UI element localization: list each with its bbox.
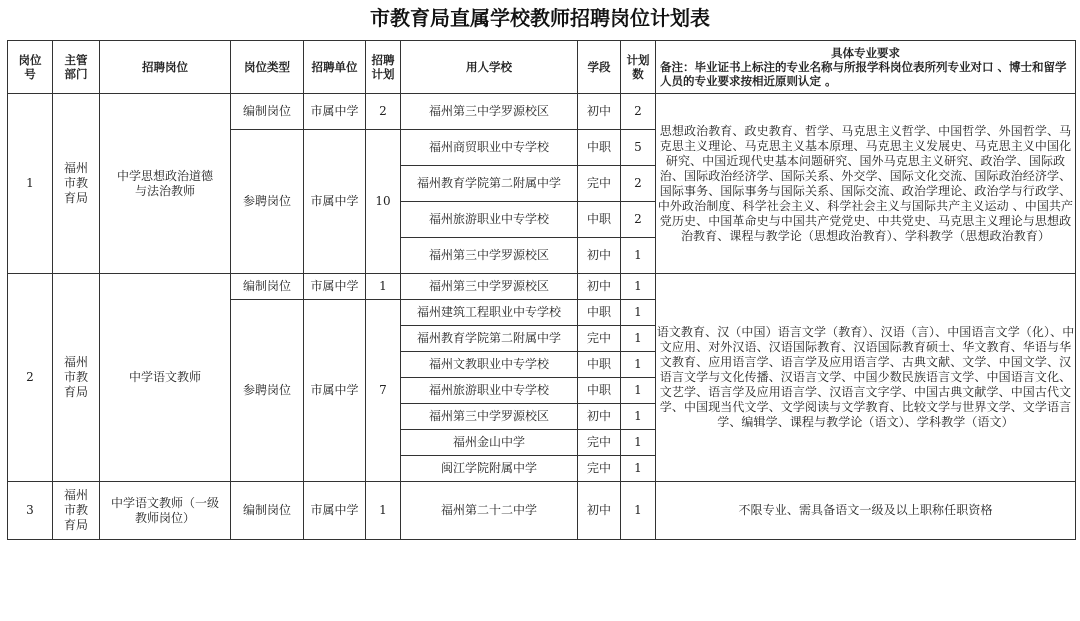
requirements-cell: 语文教育、汉（中国）语言文学（教育）、汉语（言）、中国语言文学（化）、中文应用、对外汉语、汉语国际教育、汉语国际教育硕士、华文教育、华语与华文教育、应用语言学、语言学及应用语言学、古典文献、文学、中国文学、汉语言文学与文化传播、汉语言文学、中国少数民族语言文学、中国语言文化、文艺学、语言学及应用语言学、汉语言文字学、中国古典文献学、中国古代文学、中国现当代文学、文学阅读与文学教育、比较文学与世界文学、文学语言学、编辑学、课程与教学论（语文）、学科教学（语文）	[656, 274, 1076, 482]
post-no-cell: 1	[8, 94, 53, 274]
level-cell: 完中	[578, 166, 621, 202]
post-cell: 中学语文教师（一级教师岗位）	[100, 482, 231, 540]
post-type-cell: 编制岗位	[231, 482, 304, 540]
level-cell: 中职	[578, 378, 621, 404]
header-unit: 招聘单位	[304, 41, 366, 94]
level-cell: 完中	[578, 430, 621, 456]
post-type-cell: 参聘岗位	[231, 130, 304, 274]
count-cell: 2	[621, 202, 656, 238]
post-cell: 中学语文教师	[100, 274, 231, 482]
level-cell: 中职	[578, 352, 621, 378]
school-cell: 福州教育学院第二附属中学	[401, 326, 578, 352]
level-cell: 初中	[578, 482, 621, 540]
school-cell: 福州旅游职业中专学校	[401, 202, 578, 238]
unit-cell: 市属中学	[304, 94, 366, 130]
unit-cell: 市属中学	[304, 300, 366, 482]
school-cell: 福州教育学院第二附属中学	[401, 166, 578, 202]
count-cell: 1	[621, 430, 656, 456]
school-cell: 福州第三中学罗源校区	[401, 404, 578, 430]
header-requirements-title: 具体专业要求	[831, 46, 900, 60]
level-cell: 中职	[578, 202, 621, 238]
level-cell: 完中	[578, 326, 621, 352]
dept-cell: 福州市教育局	[53, 482, 100, 540]
count-cell: 1	[621, 300, 656, 326]
count-cell: 1	[621, 274, 656, 300]
level-cell: 中职	[578, 300, 621, 326]
post-no-cell: 2	[8, 274, 53, 482]
requirements-cell: 不限专业、需具备语文一级及以上职称任职资格	[656, 482, 1076, 540]
count-cell: 1	[621, 352, 656, 378]
header-dept: 主管部门	[53, 41, 100, 94]
school-cell: 福州第三中学罗源校区	[401, 274, 578, 300]
count-cell: 1	[621, 404, 656, 430]
plan-cell: 2	[366, 94, 401, 130]
plan-cell: 1	[366, 274, 401, 300]
document-title: 市教育局直属学校教师招聘岗位计划表	[370, 6, 710, 30]
header-requirements	[656, 41, 1076, 94]
count-cell: 1	[621, 378, 656, 404]
header-post-no: 岗位号	[8, 41, 53, 94]
unit-cell: 市属中学	[304, 482, 366, 540]
unit-cell: 市属中学	[304, 274, 366, 300]
post-type-cell: 编制岗位	[231, 94, 304, 130]
post-no-cell: 3	[8, 482, 53, 540]
plan-cell: 10	[366, 130, 401, 274]
school-cell: 福州第三中学罗源校区	[401, 94, 578, 130]
header-plan: 招聘计划	[366, 41, 401, 94]
level-cell: 完中	[578, 456, 621, 482]
level-cell: 中职	[578, 130, 621, 166]
table-row	[8, 482, 1076, 540]
post-type-cell: 编制岗位	[231, 274, 304, 300]
school-cell: 福州商贸职业中专学校	[401, 130, 578, 166]
school-cell: 福州第三中学罗源校区	[401, 238, 578, 274]
school-cell: 福州旅游职业中专学校	[401, 378, 578, 404]
level-cell: 初中	[578, 94, 621, 130]
header-requirements-note: 备注：毕业证书上标注的专业名称与所报学科岗位表所列专业对口 、博士和留学人员的专业要求按相近原则认定 。	[660, 60, 1067, 88]
school-cell: 福州文教职业中专学校	[401, 352, 578, 378]
post-cell: 中学思想政治道德与法治教师	[100, 94, 231, 274]
school-cell: 福州建筑工程职业中专学校	[401, 300, 578, 326]
plan-cell: 7	[366, 300, 401, 482]
recruitment-plan-table	[7, 40, 1076, 540]
dept-cell: 福州市教育局	[53, 274, 100, 482]
header-post-type: 岗位类型	[231, 41, 304, 94]
table-row	[8, 94, 1076, 130]
school-cell: 福州金山中学	[401, 430, 578, 456]
count-cell: 1	[621, 482, 656, 540]
count-cell: 2	[621, 166, 656, 202]
unit-cell: 市属中学	[304, 130, 366, 274]
level-cell: 初中	[578, 404, 621, 430]
header-level: 学段	[578, 41, 621, 94]
post-type-cell: 参聘岗位	[231, 300, 304, 482]
header-post: 招聘岗位	[100, 41, 231, 94]
school-cell: 福州第二十二中学	[401, 482, 578, 540]
plan-cell: 1	[366, 482, 401, 540]
header-school: 用人学校	[401, 41, 578, 94]
header-count: 计划数	[621, 41, 656, 94]
count-cell: 2	[621, 94, 656, 130]
requirements-cell: 思想政治教育、政史教育、哲学、马克思主义哲学、中国哲学、外国哲学、马克思主义理论、马克思主义基本原理、马克思主义发展史、马克思主义中国化研究、中国近现代史基本问题研究、国外马克思主义研究、政治学、国际政治、国际政治经济学、国际关系、外交学、国际文化交流、国际政治经济学、国际事务、国际事务与国际关系、国际交流、政治学理论、政治学与行政学、中外政治制度、科学社会主义、科学社会主义与国际共产主义运动 、中国共产党历史、中国革命史与中国共产党党史、中共党史、马克思主义理论与思想政治教育、课程与教学论（思想政治教育）、学科教学（思想政治教育）	[656, 94, 1076, 274]
level-cell: 初中	[578, 274, 621, 300]
dept-cell: 福州市教育局	[53, 94, 100, 274]
count-cell: 1	[621, 326, 656, 352]
count-cell: 1	[621, 238, 656, 274]
count-cell: 1	[621, 456, 656, 482]
school-cell: 闽江学院附属中学	[401, 456, 578, 482]
table-header-row	[8, 41, 1076, 94]
count-cell: 5	[621, 130, 656, 166]
level-cell: 初中	[578, 238, 621, 274]
table-row	[8, 274, 1076, 300]
